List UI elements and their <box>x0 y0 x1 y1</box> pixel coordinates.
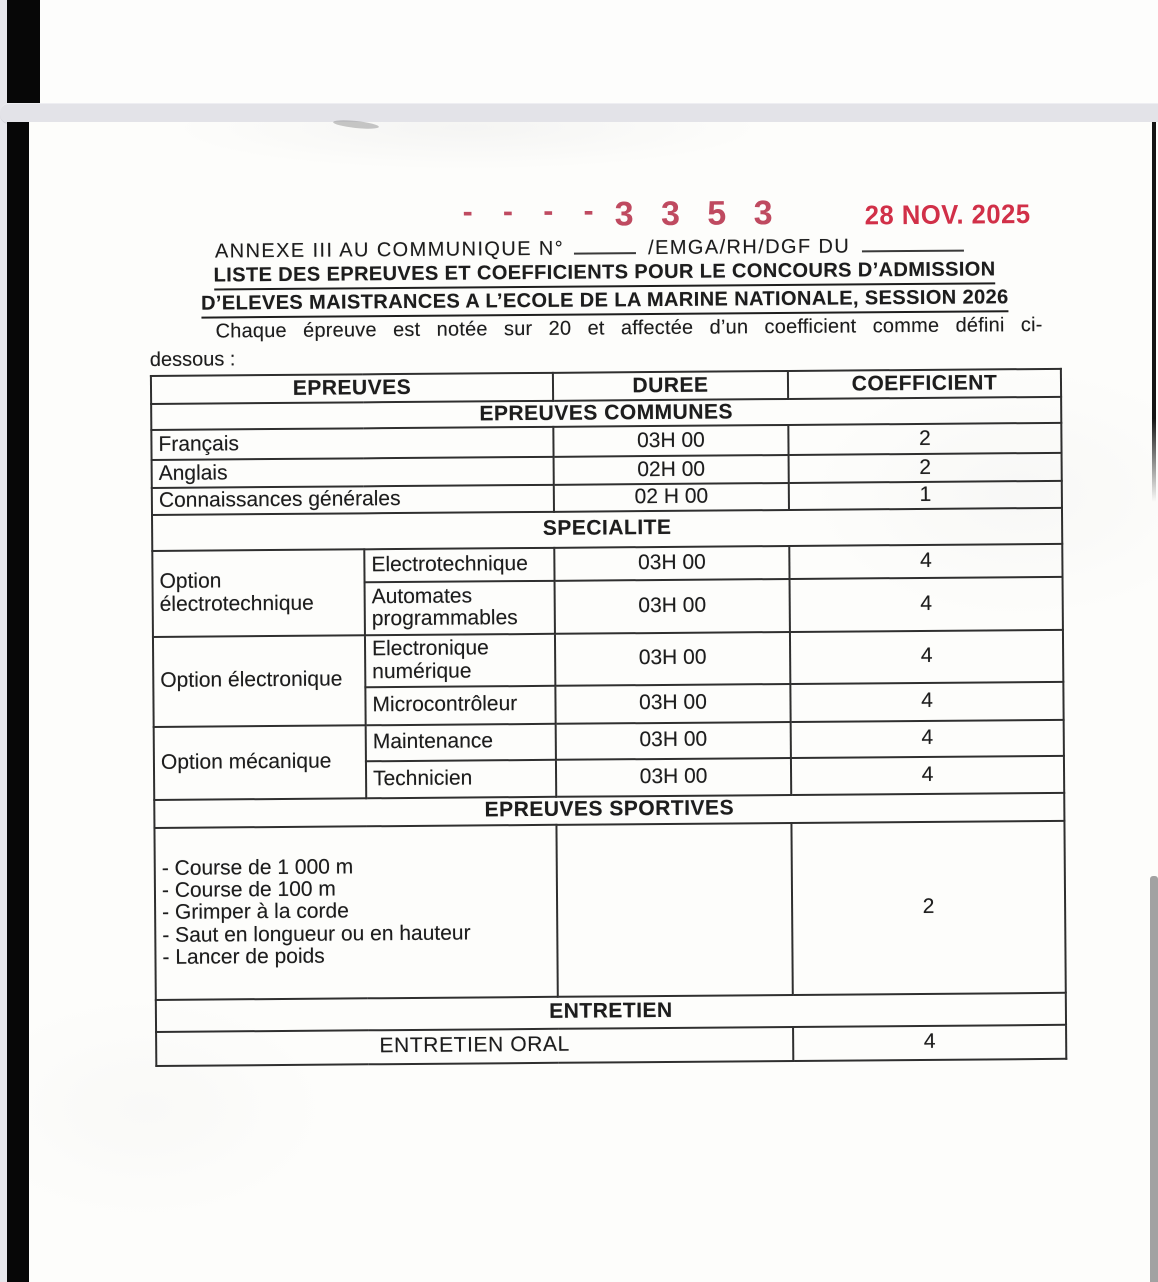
coef-value: 1 <box>789 481 1062 509</box>
section-title-sportives: EPREUVES SPORTIVES <box>154 792 1064 827</box>
epreuve-label: Maintenance <box>366 723 556 760</box>
table-row <box>154 820 1065 999</box>
page-divider-bar <box>0 103 1158 124</box>
section-title-entretien: ENTRETIEN <box>156 992 1066 1031</box>
stamp-dashes: - - - - <box>462 194 605 229</box>
col-header-duree: DUREE <box>553 371 788 401</box>
duree-value-empty <box>556 822 792 996</box>
blank-number-line <box>574 234 636 254</box>
epreuve-label: Connaissances générales <box>152 485 554 514</box>
epreuve-label: Français <box>151 427 553 460</box>
epreuve-label: Anglais <box>152 457 554 488</box>
scan-black-strip-top <box>7 0 40 103</box>
sport-item: - Course de 100 m <box>161 877 336 903</box>
coef-value: 2 <box>789 453 1062 483</box>
epreuve-label: Automates programmables <box>365 580 555 634</box>
scanner-edge-sliver <box>0 0 7 1282</box>
registry-number-stamp <box>463 193 782 236</box>
coef-value: 4 <box>791 755 1064 794</box>
duree-value: 03H 00 <box>556 757 791 796</box>
epreuves-table <box>150 368 1067 1067</box>
table-row <box>156 1024 1066 1065</box>
coef-value: 4 <box>790 576 1063 631</box>
option-label: Option mécanique <box>154 725 367 800</box>
title-line-2: D’ELEVES MAISTRANCES A L’ECOLE DE LA MARINE NATIONALE, SESSION 2026 <box>201 286 1009 318</box>
duree-value: 02 H 00 <box>554 483 789 511</box>
coef-value: 4 <box>790 681 1063 721</box>
epreuve-label: Electronique numérique <box>365 633 555 686</box>
epreuve-label: Microcontrôleur <box>365 685 555 724</box>
duree-value: 03H 00 <box>555 683 790 723</box>
intro-paragraph-line1: Chaque épreuve est notée sur 20 et affectée d’un coefficient comme défini ci- <box>215 313 1043 343</box>
coef-value: 2 <box>791 820 1065 994</box>
page-content <box>146 185 1068 1092</box>
date-stamp: 28 NOV. 2025 <box>864 199 1031 231</box>
option-label: Option électronique <box>153 635 366 727</box>
annexe-ref-part1: ANNEXE III AU COMMUNIQUE N° <box>214 237 565 263</box>
duree-value: 03H 00 <box>554 545 789 580</box>
blank-date-line <box>862 232 964 253</box>
sport-item: - Saut en longueur ou en hauteur <box>162 921 471 947</box>
coef-value: 2 <box>788 423 1061 455</box>
previous-page-edge <box>7 0 1158 103</box>
scan-black-line-right <box>1152 122 1156 502</box>
title-line-1: LISTE DES EPREUVES ET COEFFICIENTS POUR LE CONCOURS D’ADMISSION <box>214 258 996 290</box>
duree-value: 03H 00 <box>555 631 790 685</box>
epreuve-label: ENTRETIEN ORAL <box>156 1026 793 1065</box>
document-title <box>147 258 1062 319</box>
epreuve-label: Technicien <box>366 759 556 797</box>
table-row <box>153 629 1063 688</box>
epreuve-label: Electrotechnique <box>364 547 554 581</box>
col-header-coefficient: COEFFICIENT <box>788 369 1061 399</box>
intro-paragraph-line2: dessous : <box>149 348 236 371</box>
duree-value: 03H 00 <box>555 578 790 633</box>
duree-value: 03H 00 <box>556 721 791 759</box>
stamp-number-digits: 3 3 5 3 <box>614 194 782 234</box>
option-label: Option électrotechnique <box>152 549 365 637</box>
scan-black-strip-left <box>7 122 29 1282</box>
section-title-specialite: SPECIALITE <box>152 507 1062 550</box>
col-header-epreuves: EPREUVES <box>151 373 553 404</box>
duree-value: 02H 00 <box>554 455 789 485</box>
scan-grey-bar-right <box>1150 876 1158 1282</box>
duree-value: 03H 00 <box>553 425 788 457</box>
coef-value: 4 <box>791 719 1064 757</box>
annexe-ref-part2: /EMGA/RH/DGF DU <box>648 235 851 260</box>
sport-item: - Grimper à la corde <box>162 899 349 925</box>
sport-item: - Course de 1 000 m <box>161 855 354 880</box>
section-title-communes: EPREUVES COMMUNES <box>151 397 1061 430</box>
sport-item: - Lancer de poids <box>162 944 325 969</box>
sports-list-cell <box>154 824 557 999</box>
coef-value: 4 <box>793 1024 1066 1060</box>
coef-value: 4 <box>790 629 1063 683</box>
coef-value: 4 <box>789 543 1062 578</box>
